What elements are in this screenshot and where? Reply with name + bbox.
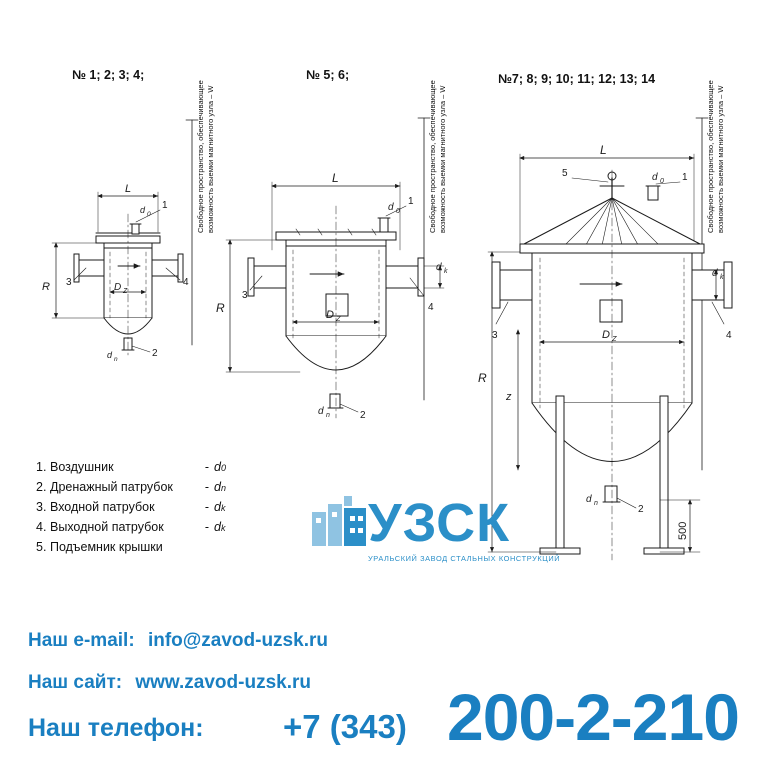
dim-d2-dn: d bbox=[318, 406, 324, 417]
dim-d3-R: R bbox=[478, 371, 487, 385]
dim-d2-L: L bbox=[332, 171, 339, 185]
logo-wordmark: УЗСК bbox=[368, 493, 511, 553]
dim-d3-dk: d bbox=[712, 268, 718, 279]
dim-d2-R: R bbox=[216, 301, 225, 315]
dim-d2-dk: d bbox=[436, 262, 442, 273]
dim-d1-dn: d bbox=[107, 350, 113, 360]
dim-d3-dn-sub: n bbox=[594, 500, 598, 507]
dim-d3-500: 500 bbox=[677, 521, 689, 540]
free-space-note-3-line1: Свободное пространство, обеспечивающее bbox=[706, 80, 715, 233]
legend-item-1-text: Воздушник bbox=[50, 460, 114, 474]
dim-d2-d0: d bbox=[388, 202, 394, 213]
callout-d3-4: 4 bbox=[726, 330, 732, 341]
dim-d2-d0-sub: 0 bbox=[396, 208, 400, 215]
callout-d2-3: 3 bbox=[242, 290, 248, 301]
dim-d3-L: L bbox=[600, 143, 607, 157]
free-space-note-3-line2: возможность выемки магнитного узла – W bbox=[716, 85, 725, 233]
dim-d1-R: R bbox=[42, 281, 50, 293]
callout-d3-1: 1 bbox=[682, 172, 688, 183]
dim-d3-z: z bbox=[506, 391, 512, 403]
legend-item-4-symbol: d bbox=[214, 520, 221, 534]
legend-item-4-sub: k bbox=[220, 523, 226, 533]
dim-d3-Dz-sub: Z bbox=[612, 334, 617, 343]
dim-d1-d0-sub: 0 bbox=[147, 211, 151, 218]
logo-tagline: УРАЛЬСКИЙ ЗАВОД СТАЛЬНЫХ КОНСТРУКЦИЙ bbox=[368, 554, 561, 563]
callout-d2-1: 1 bbox=[408, 196, 414, 207]
legend-item-1-dash: - bbox=[204, 460, 210, 474]
group-title-2: № 5; 6; bbox=[306, 68, 350, 82]
free-space-note-1-line2: возможность выемки магнитного узла – W bbox=[206, 85, 215, 233]
callout-d3-3: 3 bbox=[492, 330, 498, 341]
dim-d1-dn-sub: n bbox=[114, 356, 118, 363]
site-value[interactable]: www.zavod-uzsk.ru bbox=[135, 672, 311, 693]
callout-d1-4: 4 bbox=[183, 277, 189, 288]
phone-label: Наш телефон: bbox=[28, 714, 204, 742]
legend-item-1-num: 1. bbox=[36, 460, 47, 474]
email-row bbox=[28, 630, 328, 652]
email-value[interactable]: info@zavod-uzsk.ru bbox=[147, 630, 328, 651]
dim-d2-Dz-sub: Z bbox=[336, 314, 341, 323]
dim-d3-dn: d bbox=[586, 494, 592, 505]
dim-d2-dk-sub: k bbox=[444, 268, 448, 275]
legend-item-1-sub: 0 bbox=[220, 463, 226, 473]
dim-d3-dk-sub: k bbox=[720, 274, 724, 281]
dim-d3-d0: d bbox=[652, 172, 658, 183]
dim-d3-Dz: D bbox=[602, 329, 610, 341]
legend-item-5-text: Подъемник крышки bbox=[50, 540, 163, 554]
site-row bbox=[28, 672, 311, 694]
callout-d1-1: 1 bbox=[162, 200, 168, 211]
legend-item-2 bbox=[36, 480, 226, 500]
callout-d1-2: 2 bbox=[152, 348, 158, 359]
legend-item-2-num: 2. bbox=[36, 480, 47, 494]
legend-item-2-text: Дренажный патрубок bbox=[50, 480, 173, 494]
callout-d2-2: 2 bbox=[360, 410, 366, 421]
dim-d1-D2-sub: Z bbox=[123, 288, 128, 295]
legend-item-3-num: 3. bbox=[36, 500, 47, 514]
legend-item-4 bbox=[36, 520, 226, 540]
legend-item-2-symbol: d bbox=[214, 480, 221, 494]
dim-d1-D2: D bbox=[114, 282, 122, 293]
factory-icon bbox=[310, 482, 370, 552]
free-space-note-1-line1: Свободное пространство, обеспечивающее bbox=[196, 80, 205, 233]
legend-item-3-symbol: d bbox=[214, 500, 221, 514]
legend-item-2-dash: - bbox=[204, 480, 210, 494]
free-space-note-2-line1: Свободное пространство, обеспечивающее bbox=[428, 80, 437, 233]
legend-item-5 bbox=[36, 540, 226, 560]
free-space-note-2-line2: возможность выемки магнитного узла – W bbox=[438, 85, 447, 233]
legend-item-3 bbox=[36, 500, 226, 520]
group-title-3: №7; 8; 9; 10; 11; 12; 13; 14 bbox=[498, 72, 656, 86]
phone-area-code: +7 (343) bbox=[283, 708, 407, 745]
legend-item-5-num: 5. bbox=[36, 540, 47, 554]
group-title-1: № 1; 2; 3; 4; bbox=[72, 68, 145, 82]
dim-d1-d0: d bbox=[140, 205, 146, 215]
callout-d2-4: 4 bbox=[428, 302, 434, 313]
callout-d1-3: 3 bbox=[66, 277, 72, 288]
legend-item-2-sub: n bbox=[220, 483, 226, 493]
callout-d3-5: 5 bbox=[562, 168, 568, 179]
site-label: Наш сайт: bbox=[28, 672, 123, 693]
dim-d2-dn-sub: n bbox=[326, 412, 330, 419]
dim-d3-d0-sub: 0 bbox=[660, 178, 664, 185]
company-logo bbox=[310, 470, 561, 580]
legend bbox=[36, 460, 226, 560]
email-label: Наш e-mail: bbox=[28, 630, 135, 651]
legend-item-1 bbox=[36, 460, 226, 480]
dim-d1-L: L bbox=[125, 183, 132, 195]
legend-item-3-text: Входной патрубок bbox=[50, 500, 155, 514]
legend-item-1-symbol: d bbox=[214, 460, 221, 474]
phone-number[interactable]: 200-2-210 bbox=[447, 680, 739, 754]
legend-item-4-text: Выходной патрубок bbox=[50, 520, 164, 534]
callout-d3-2: 2 bbox=[638, 504, 644, 515]
legend-item-4-dash: - bbox=[204, 520, 210, 534]
legend-item-3-sub: k bbox=[220, 503, 226, 513]
dim-d2-Dz: D bbox=[326, 309, 334, 321]
legend-item-4-num: 4. bbox=[36, 520, 47, 534]
legend-item-3-dash: - bbox=[204, 500, 210, 514]
